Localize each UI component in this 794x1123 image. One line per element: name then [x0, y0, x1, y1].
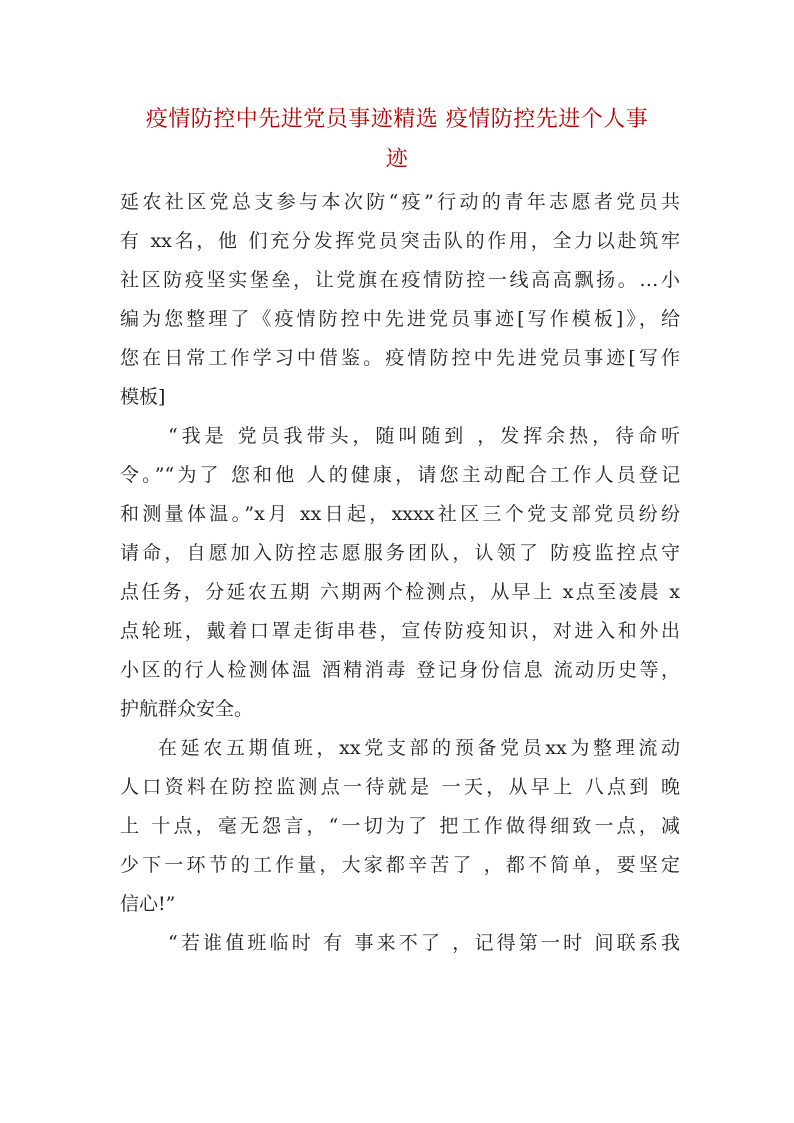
body-line: 编为您整理了《疫情防控中先进党员事迹[写作模板]》，给: [120, 308, 680, 330]
body-line: 模板]: [120, 386, 166, 408]
body-line: 少下一环节的工作量，大家都辛苦了 ，都不简单，要坚定: [120, 854, 680, 876]
document-title: [110, 100, 684, 180]
body-line: 上 十点，毫无怨言，“一切为了 把工作做得细致一点，减: [120, 815, 680, 837]
body-line: 点任务，分延农五期 六期两个检测点，从早上 x点至凌晨 x: [120, 581, 680, 603]
document-body: [120, 183, 680, 963]
body-line: 信心!”: [120, 893, 176, 915]
body-line: 社区防疫坚实堡垒，让党旗在疫情防控一线高高飘扬。…小: [120, 269, 680, 291]
body-line: “我是 党员我带头，随叫随到 ，发挥余热，待命听: [168, 425, 680, 447]
paragraph-3: [120, 729, 680, 924]
body-line: 有 xx名，他 们充分发挥党员突击队的作用，全力以赴筑牢: [120, 230, 680, 252]
body-line: 和测量体温。”x月 xx日起，xxxx社区三个党支部党员纷纷: [120, 503, 680, 525]
body-line: 在延农五期值班，xx党支部的预备党员xx为整理流动: [158, 737, 680, 759]
paragraph-4: [120, 924, 680, 963]
title-line-2: 迹: [385, 147, 409, 172]
title-line-1: 疫情防控中先进党员事迹精选 疫情防控先进个人事: [145, 107, 649, 132]
body-line: 点轮班，戴着口罩走街串巷，宣传防疫知识，对进入和外出: [120, 620, 680, 642]
paragraph-2: [120, 417, 680, 729]
body-line: 小区的行人检测体温 酒精消毒 登记身份信息 流动历史等，: [120, 659, 680, 681]
body-line: 人口资料在防控监测点一待就是 一天，从早上 八点到 晚: [120, 776, 680, 798]
body-line: 令。”“为了 您和他 人的健康，请您主动配合工作人员登记: [120, 464, 680, 486]
body-line: 护航群众安全。: [120, 698, 254, 720]
body-line: 您在日常工作学习中借鉴。疫情防控中先进党员事迹[写作: [120, 347, 680, 369]
body-line: 延农社区党总支参与本次防“疫”行动的青年志愿者党员共: [120, 191, 680, 213]
body-line: 请命，自愿加入防控志愿服务团队，认领了 防疫监控点守: [120, 542, 680, 564]
body-line: “若谁值班临时 有 事来不了 ，记得第一时 间联系我: [168, 932, 680, 954]
paragraph-1: [120, 183, 680, 417]
